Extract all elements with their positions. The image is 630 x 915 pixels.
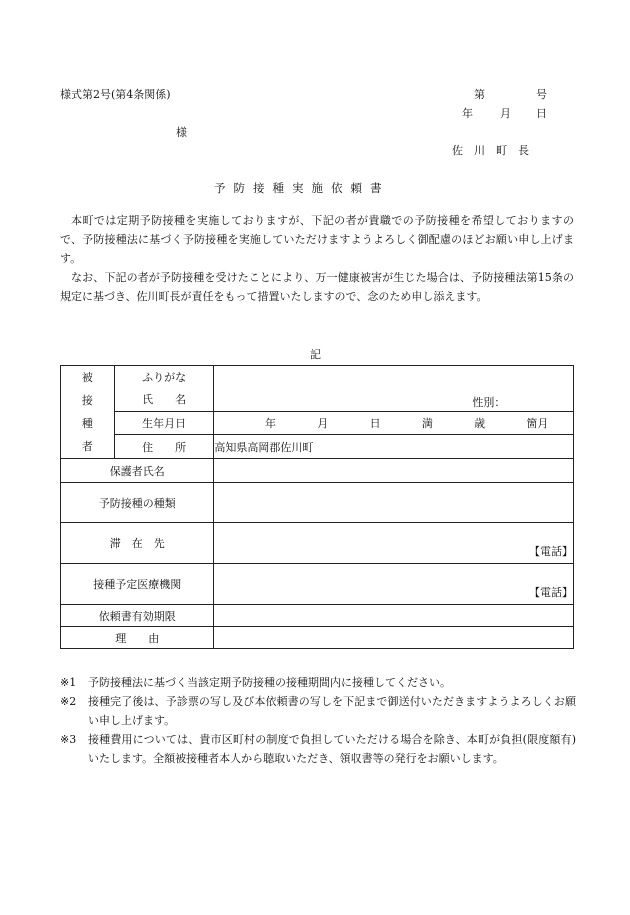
doc-number-prefix: 第 (474, 88, 485, 101)
guardian-field[interactable] (214, 459, 574, 483)
subject-label-cell (61, 366, 115, 459)
note-text: 接種完了後は、予診票の写し及び本依頼書の写しを下記まで御送付いただきますようよろしくお願い申し上げます。 (88, 695, 576, 727)
birthdate-field[interactable] (214, 412, 574, 435)
subject-char-1: 被 (81, 371, 93, 384)
address-field[interactable] (214, 435, 574, 459)
note-item (60, 673, 576, 692)
address-label: 住 所 (114, 435, 214, 459)
furigana-field[interactable] (214, 366, 574, 388)
notes-list (60, 673, 576, 768)
vaccine-type-label: 予防接種の種類 (61, 483, 214, 523)
note-mark: ※2 (60, 695, 77, 708)
subject-char-2: 接 (81, 394, 93, 407)
name-label: 氏 名 (114, 388, 214, 412)
ki-label: 記 (310, 348, 321, 361)
doc-number-suffix: 号 (536, 88, 547, 101)
validity-label: 依頼書有効期限 (61, 605, 214, 627)
body-paragraph-1: 本町では定期予防接種を実施しておりますが、下記の者が貴職での予防接種を希望しておりますので、予防接種法に基づく予防接種を実施していただけますようよろしく御配慮のほどお願い申し上げます。 (60, 214, 574, 265)
addressee-suffix: 様 (176, 126, 187, 139)
sender: 佐 川 町 長 (452, 144, 529, 157)
note-mark: ※1 (60, 676, 77, 689)
guardian-label: 保護者氏名 (61, 459, 214, 483)
birth-day-unit: 日 (369, 417, 381, 430)
date-day: 日 (536, 107, 547, 120)
note-text: 接種費用については、貴市区町村の制度で負担していただける場合を除き、本町が負担(限度額有)いたします。全額被接種者本人から聴取いただき、領収書等の発行をお願いします。 (88, 733, 576, 765)
clinic-phone-label: 【電話】 (529, 586, 573, 599)
subject-char-4: 者 (81, 440, 93, 453)
birth-month-unit: 月 (317, 417, 329, 430)
note-text: 予防接種法に基づく当該定期予防接種の接種期間内に接種してください。 (88, 676, 451, 689)
body-paragraph-2: なお、下記の者が予防接種を受けたことにより、万一健康被害が生じた場合は、予防接種法第15条の規定に基づき、佐川町長が責任をもって措置いたしますので、念のため申し添えます。 (60, 271, 574, 303)
document-title: 予防接種実施依頼書 (214, 181, 390, 195)
age-prefix: 満 (421, 417, 433, 430)
birth-year-unit: 年 (265, 417, 277, 430)
name-field[interactable] (214, 388, 574, 412)
note-item (60, 692, 576, 730)
subject-table (60, 365, 574, 649)
furigana-label: ふりがな (114, 366, 214, 388)
validity-field[interactable] (214, 605, 574, 627)
birthdate-label: 生年月日 (114, 412, 214, 435)
note-mark: ※3 (60, 733, 77, 746)
stay-phone-label: 【電話】 (529, 545, 573, 558)
gender-label: 性別： (472, 396, 506, 409)
clinic-field[interactable] (214, 564, 574, 605)
age-months-unit: 箇月 (526, 417, 549, 430)
address-value: 高知県高岡郡佐川町 (214, 440, 314, 454)
vaccine-type-field[interactable] (214, 483, 574, 523)
reason-label: 理 由 (61, 627, 214, 649)
date-month: 月 (500, 107, 511, 120)
date-year: 年 (462, 107, 473, 120)
note-item (60, 730, 576, 768)
age-years-unit: 歳 (474, 417, 486, 430)
body-text (60, 211, 574, 306)
subject-char-3: 種 (81, 417, 93, 430)
stay-label: 滞 在 先 (61, 523, 214, 564)
stay-field[interactable] (214, 523, 574, 564)
clinic-label: 接種予定医療機関 (61, 564, 214, 605)
reason-field[interactable] (214, 627, 574, 649)
form-number: 様式第2号(第4条関係) (60, 88, 171, 101)
